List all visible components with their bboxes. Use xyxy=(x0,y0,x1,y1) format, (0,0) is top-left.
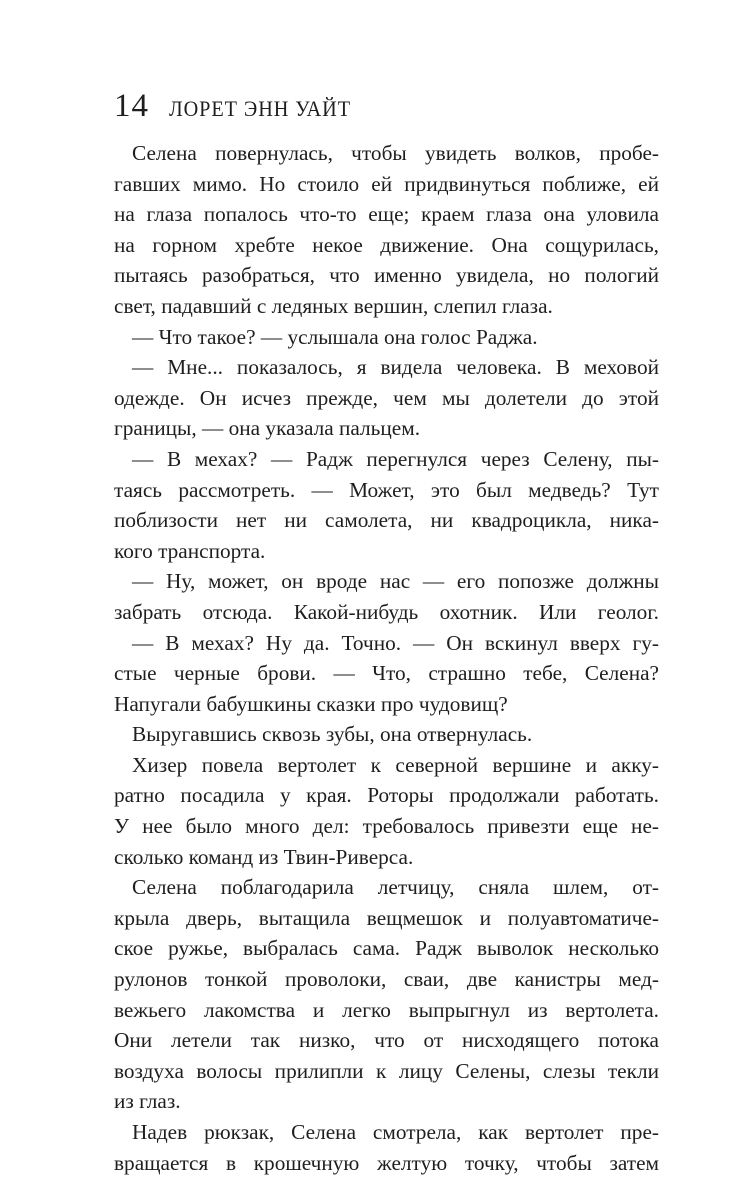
text-line: поблизости нет ни самолета, ни квадроцикла, ника- xyxy=(114,508,659,533)
text-line: таясь рассмотреть. — Может, это был медведь? Тут xyxy=(114,477,659,502)
text-line: крыла дверь, вытащила вещмешок и полуавтоматиче- xyxy=(114,905,659,930)
text-line: ратно посадила у края. Роторы продолжали работать. xyxy=(114,783,659,808)
text-line: сколько команд из Твин-Риверса. xyxy=(114,844,414,869)
text-line: Надев рюкзак, Селена смотрела, как вертолет пре- xyxy=(132,1120,659,1144)
running-head xyxy=(114,86,367,126)
text-line: свет, падавший с ледяных вершин, слепил глаза. xyxy=(114,293,553,318)
text-line: границы, — она указала пальцем. xyxy=(114,416,421,441)
text-line: кого транспорта. xyxy=(114,538,266,563)
text-line: на горном хребте некое движение. Она сощурилась, xyxy=(114,232,659,257)
text-line: забрать отсюда. Какой-нибудь охотник. Или геолог. xyxy=(114,599,659,624)
text-line: — В мехах? — Радж перегнулся через Селену, пы- xyxy=(132,446,659,471)
text-line: Они летели так низко, что от нисходящего потока xyxy=(114,1028,659,1053)
text-line: вращается в крошечную желтую точку, чтобы затем xyxy=(114,1150,659,1175)
text-line: — Мне... показалось, я видела человека. В меховой xyxy=(132,355,659,380)
text-line: одежде. Он исчез прежде, чем мы долетели до этой xyxy=(114,385,659,410)
body-text xyxy=(114,138,659,1178)
running-title: ЛОРЕТ ЭНН УАЙТ xyxy=(169,96,351,121)
text-line: Селена повернулась, чтобы увидеть волков, пробе- xyxy=(132,141,659,165)
text-line: Хизер повела вертолет к северной вершине и акку- xyxy=(132,752,659,777)
page-number: 14 xyxy=(114,88,149,124)
text-line: стые черные брови. — Что, страшно тебе, Селена? xyxy=(114,661,659,686)
text-line: вежьего лакомства и легко выпрыгнул из вертолета. xyxy=(114,997,659,1022)
text-line: У нее было много дел: требовалось привезти еще не- xyxy=(114,814,659,839)
text-line: воздуха волосы прилипли к лицу Селены, слезы текли xyxy=(114,1058,659,1083)
text-line: — В мехах? Ну да. Точно. — Он вскинул вверх гу- xyxy=(132,630,659,655)
text-line: на глаза попалось что-то еще; краем глаза она уловила xyxy=(114,202,659,227)
text-line: Напугали бабушкины сказки про чудовищ? xyxy=(114,691,508,716)
text-line: рулонов тонкой проволоки, сваи, две канистры мед- xyxy=(114,967,659,992)
text-line: — Ну, может, он вроде нас — его попозже должны xyxy=(132,569,659,594)
text-line: Селена поблагодарила летчицу, сняла шлем, от- xyxy=(132,875,659,900)
text-line: пытаясь разобраться, что именно увидела, но пологий xyxy=(114,263,659,288)
text-line: гавших мимо. Но стоило ей придвинуться поближе, ей xyxy=(114,171,659,196)
text-line: ское ружье, выбралась сама. Радж выволок несколько xyxy=(114,936,659,961)
text-line: из глаз. xyxy=(114,1089,181,1114)
text-line: Выругавшись сквозь зубы, она отвернулась. xyxy=(132,722,533,747)
text-line: — Что такое? — услышала она голос Раджа. xyxy=(132,324,538,349)
